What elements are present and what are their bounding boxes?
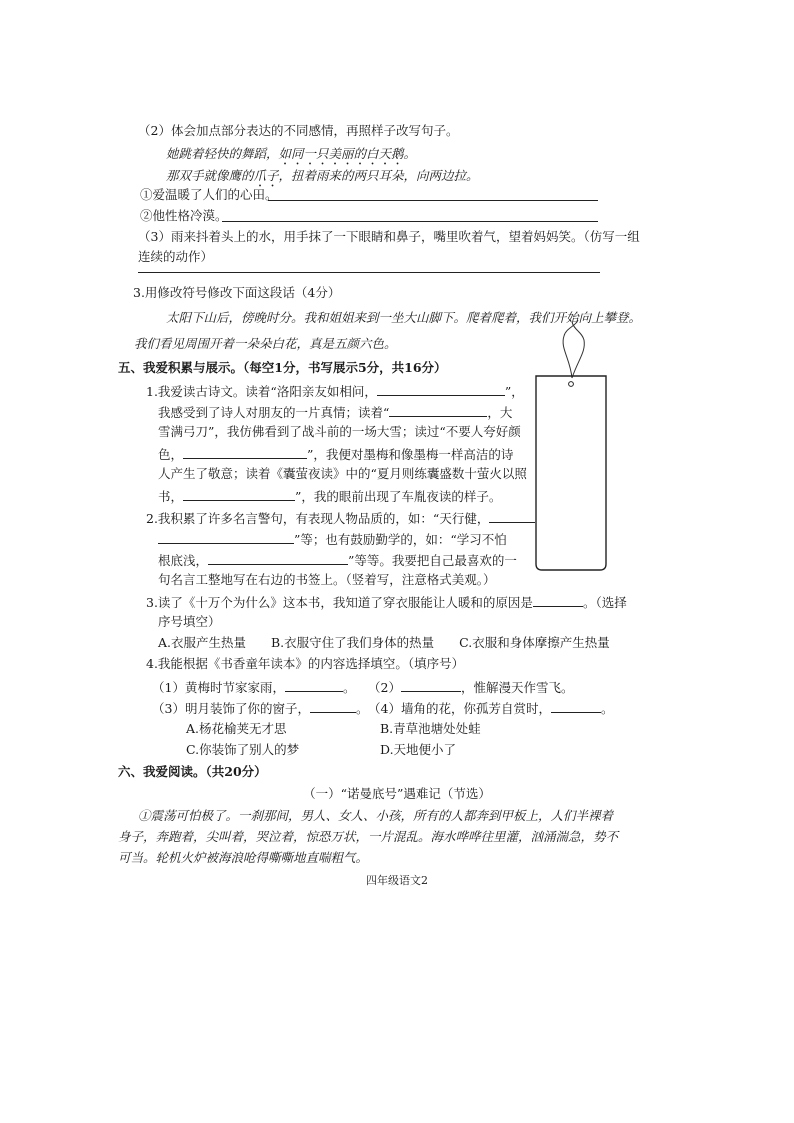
s5-p2-line-1: 2.我积累了许多名言警句，有表现人物品质的，如：“天行健， <box>146 508 535 528</box>
s5-p4-line-1: 4.我能根据《书香童年读本》的内容选择填空。（填序号） <box>146 656 465 671</box>
blank-2[interactable] <box>389 402 487 417</box>
q3-title: 3.用修改符号修改下面这段话（4分） <box>133 285 341 300</box>
blank-7[interactable] <box>208 550 348 565</box>
s5-p3-options: A.衣服产生热量 B.衣服守住了我们身体的热量 C.衣服和身体摩擦产生热量 <box>158 635 610 650</box>
blank-6[interactable] <box>158 529 294 544</box>
q2-item-1: ①爱温暖了人们的心田。 <box>140 187 278 202</box>
answer-line-3[interactable] <box>138 272 600 273</box>
blank-3[interactable] <box>183 444 307 459</box>
reading-para-line-1: ①震荡可怕极了。一刹那间，男人、女人、小孩，所有的人都奔到甲板上，人们半裸着 <box>138 808 614 823</box>
s5-option-a: A.杨花榆荚无才思 <box>186 721 287 736</box>
page-footer: 四年级语文2 <box>366 874 428 887</box>
q3-para-1: 太阳下山后，傍晚时分。我和姐姐来到一坐大山脚下。爬着爬着，我们开始向上攀登。 <box>166 310 642 325</box>
bookmark-icon[interactable] <box>520 318 620 578</box>
s5-p1-line-3: 雪满弓刀”，我仿佛看到了战斗前的一场大雪；读过“不要人夸好颜 <box>158 424 521 439</box>
s5-p4-item-2: （2） ，惟解漫天作雪飞。 <box>368 677 573 697</box>
blank-8[interactable] <box>533 592 583 607</box>
q2-3-line-1: （3）雨来抖着头上的水，用手抹了一下眼睛和鼻子，嘴里吹着气，望着妈妈笑。（仿写一组 <box>138 229 640 244</box>
blank-4[interactable] <box>183 486 295 501</box>
blank-11[interactable] <box>310 698 356 713</box>
reading-subtitle: （一）“诺曼底号”遇难记（节选） <box>303 786 491 801</box>
s5-p2-line-2: ”等；也有鼓励勤学的，如：“学习不怕 <box>158 529 507 549</box>
answer-line-1[interactable] <box>268 200 598 201</box>
blank-12[interactable] <box>551 698 601 713</box>
s5-p2-line-4: 句名言工整地写在右边的书签上。（竖着写，注意格式美观。） <box>158 572 496 587</box>
reading-para-line-3: 可当。轮机火炉被海浪呛得嘶嘶地直喘粗气。 <box>118 850 369 865</box>
q2-3-line-2: 连续的动作） <box>138 249 214 264</box>
s5-p1-line-4: 色， ”，我便对墨梅和像墨梅一样高洁的诗 <box>158 444 513 464</box>
s5-p1-line-5: 人产生了敬意；读着《囊萤夜读》中的“夏月则练囊盛数十萤火以照 <box>158 466 527 481</box>
blank-10[interactable] <box>401 677 461 692</box>
s5-option-c: C.你装饰了别人的梦 <box>186 742 300 757</box>
s5-p2-line-3: 根底浅， ”等等。我要把自己最喜欢的一 <box>158 550 517 570</box>
blank-9[interactable] <box>285 677 343 692</box>
q3-para-2: 我们看见周围开着一朵朵白花，真是五颜六色。 <box>134 336 397 351</box>
q2-item-2: ②他性格冷漠。 <box>140 208 228 223</box>
s5-p3-line-2: 序号填空） <box>158 614 221 629</box>
blank-1[interactable] <box>377 381 505 396</box>
q2-example-2: 那双手就像鹰的爪子，扭着雨来的两只耳朵，向两边拉。 <box>166 168 479 183</box>
s5-p1-line-6: 书， ”，我的眼前出现了车胤夜读的样子。 <box>158 486 501 506</box>
s5-p4-item-1: （1）黄梅时节家家雨， 。 <box>152 677 355 697</box>
s5-p4-item-3: （3）明月装饰了你的窗子， 。 <box>152 698 368 718</box>
answer-line-2[interactable] <box>222 221 598 222</box>
s5-p1-line-2: 我感受到了诗人对朋友的一片真情；读着“ ，大 <box>158 402 512 422</box>
q2-title: （2）体会加点部分表达的不同感情，再照样子改写句子。 <box>138 123 459 138</box>
s5-option-b: B.青草池塘处处蛙 <box>380 721 481 736</box>
section-6-title: 六、我爱阅读。（共20分） <box>118 764 267 779</box>
s5-p3-line-1: 3.读了《十万个为什么》这本书，我知道了穿衣服能让人暖和的原因是 。（选择 <box>146 592 627 612</box>
reading-para-line-2: 身子，奔跑着，尖叫着，哭泣着，惊恐万状，一片混乱。海水哗哗往里灌，汹涌湍急，势不 <box>118 829 619 844</box>
s5-option-d: D.天地便小了 <box>380 742 457 757</box>
section-5-title: 五、我爱积累与展示。（每空1分，书写展示5分，共16分） <box>118 360 447 375</box>
q2-example-1: 她跳着轻快的舞蹈，如同一只美丽的白天鹅。 <box>166 146 417 161</box>
s5-p1-line-1: 1.我爱读古诗文。读着“洛阳亲友如相问， ”， <box>146 381 524 401</box>
s5-p4-item-4: （4）墙角的花，你孤芳自赏时， 。 <box>368 698 613 718</box>
